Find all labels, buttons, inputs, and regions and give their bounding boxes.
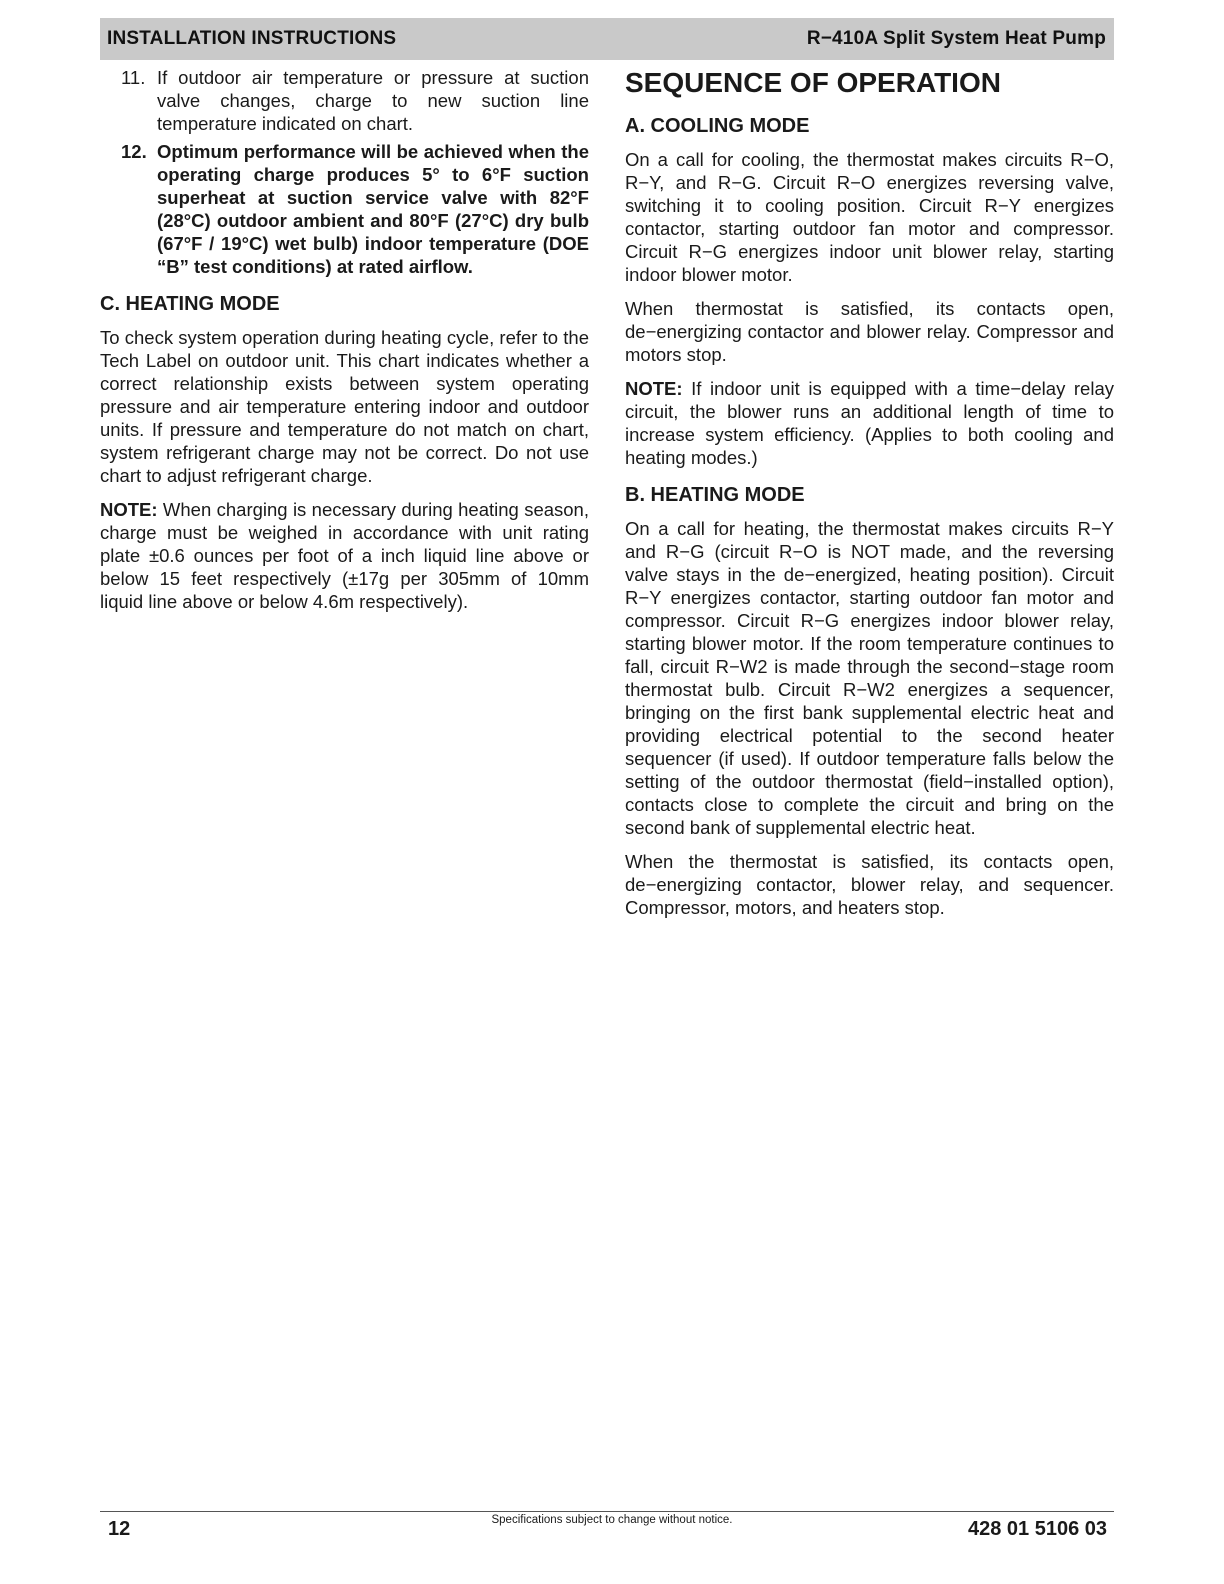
right-column bbox=[625, 66, 1114, 930]
section-title: SEQUENCE OF OPERATION bbox=[625, 67, 1001, 98]
note-text: When charging is necessary during heating season, charge must be weighed in accordance with unit rating plate ±0.6 ounces per foot of a inch liquid line above or below 15 feet respectively (±17g per 305mm of 10mm liquid line above or below 4.6m respectively). bbox=[100, 499, 589, 612]
header-bar bbox=[100, 18, 1114, 60]
list-text: If outdoor air temperature or pressure at suction valve changes, charge to new suction line temperature indicated on chart. bbox=[157, 67, 589, 134]
list-number: 12. bbox=[121, 141, 147, 162]
note-text: If indoor unit is equipped with a time−delay relay circuit, the blower runs an additional length of time to increase system efficiency. (Applies to both cooling and heating modes.) bbox=[625, 378, 1114, 468]
footer-divider bbox=[100, 1511, 1114, 1512]
page-number: 12 bbox=[108, 1518, 131, 1540]
footer-note: Specifications subject to change without notice. bbox=[491, 1514, 733, 1526]
list-item-12 bbox=[100, 140, 589, 278]
heading-heating-mode-b: B. HEATING MODE bbox=[625, 484, 805, 506]
paragraph: On a call for heating, the thermostat makes circuits R−Y and R−G (circuit R−O is NOT made, and the reversing valve stays in the de−energized, heating position). Circuit R−Y energizes contactor, starting outdoor fan motor and compressor. Circuit R−G energizes indoor blower relay, starting blower motor. If the room temperature continues to fall, circuit R−W2 is made through the second−stage room thermostat bulb. Circuit R−W2 energizes a sequencer, bringing on the first bank supplemental electric heat and providing electrical potential to the second heater sequencer (if used). If outdoor temperature falls below the setting of the outdoor thermostat (field−installed option), contacts close to complete the circuit and bring on the second bank of supplemental electric heat. bbox=[625, 518, 1114, 838]
heading-heating-mode-c: C. HEATING MODE bbox=[100, 293, 280, 315]
paragraph: When the thermostat is satisfied, its contacts open, de−energizing contactor, blower relay, and sequencer. Compressor, motors, and heaters stop. bbox=[625, 851, 1114, 918]
paragraph: To check system operation during heating cycle, refer to the Tech Label on outdoor unit. This chart indicates whether a correct relationship exists between system operating pressure and air temperature entering indoor and outdoor units. If pressure and temperature do not match on chart, system refrigerant charge may not be correct. Do not use chart to adjust refrigerant charge. bbox=[100, 327, 589, 486]
heading-cooling-mode: A. COOLING MODE bbox=[625, 115, 810, 137]
list-text: Optimum performance will be achieved when the operating charge produces 5° to 6°F suction superheat at suction service valve with 82°F (28°C) outdoor ambient and 80°F (27°C) dry bulb (67°F / 19°C) wet bulb) indoor temperature (DOE “B” test conditions) at rated airflow. bbox=[157, 141, 589, 277]
paragraph: When thermostat is satisfied, its contacts open, de−energizing contactor and blower relay. Compressor and motors stop. bbox=[625, 298, 1114, 365]
note-paragraph bbox=[625, 377, 1114, 469]
left-column bbox=[100, 66, 589, 624]
list-item-11 bbox=[100, 66, 589, 135]
note-paragraph bbox=[100, 498, 589, 613]
header-right-title: R−410A Split System Heat Pump bbox=[806, 28, 1106, 49]
paragraph: On a call for cooling, the thermostat makes circuits R−O, R−Y, and R−G. Circuit R−O energizes reversing valve, switching it to cooling position. Circuit R−Y energizes contactor, starting outdoor fan motor and compressor. Circuit R−G energizes indoor unit blower relay, starting indoor blower motor. bbox=[625, 149, 1114, 285]
note-label: NOTE: bbox=[625, 378, 683, 399]
note-label: NOTE: bbox=[100, 499, 158, 520]
list-number: 11. bbox=[121, 67, 146, 88]
document-number: 428 01 5106 03 bbox=[967, 1518, 1107, 1540]
header-left-title: INSTALLATION INSTRUCTIONS bbox=[107, 28, 397, 49]
